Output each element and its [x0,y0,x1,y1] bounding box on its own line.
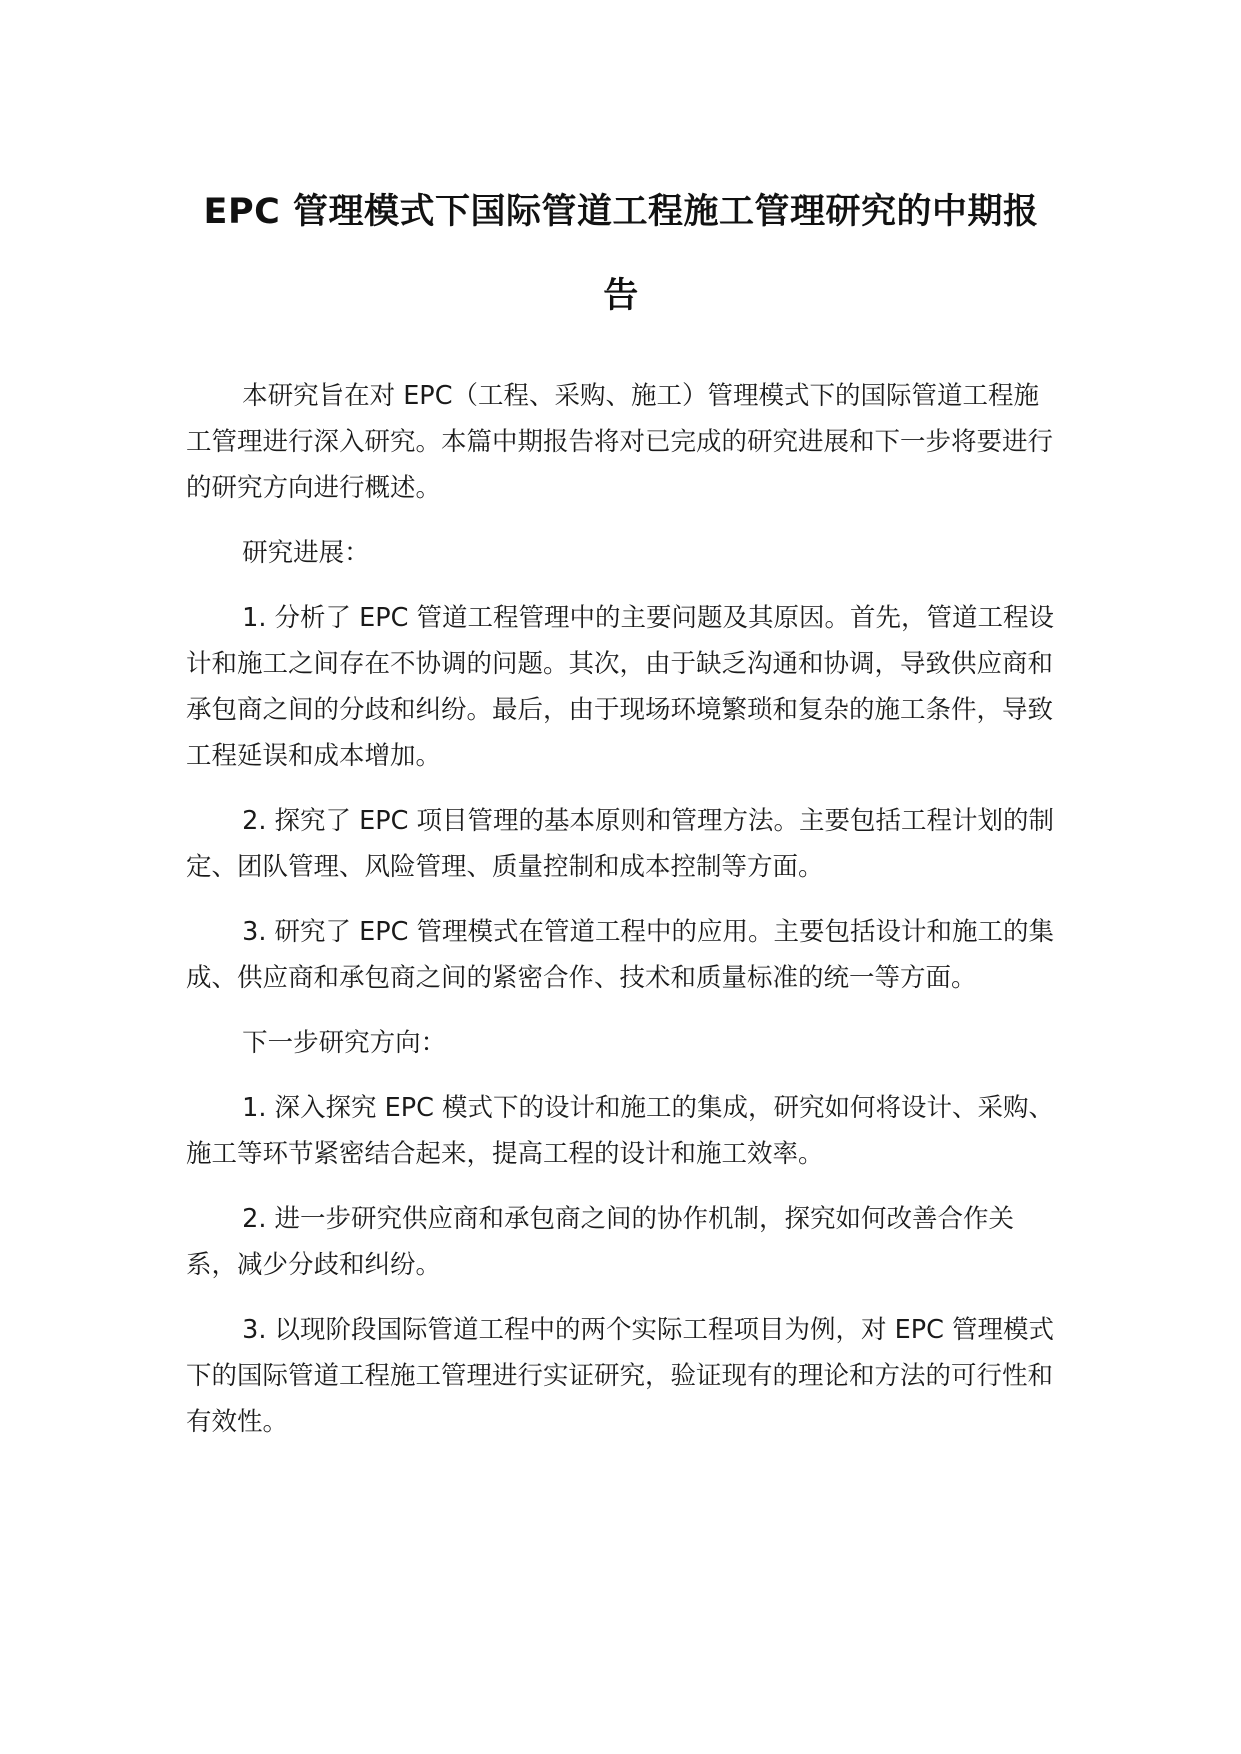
next-step-item-1: 1. 深入探究 EPC 模式下的设计和施工的集成，研究如何将设计、采购、施工等环节紧密结合起来，提高工程的设计和施工效率。 [186,1093,1055,1169]
document-title: EPC 管理模式下国际管道工程施工管理研究的中期报告 [203,192,1039,316]
section-heading-progress: 研究进展： [242,538,370,568]
document-body [186,373,1058,1464]
progress-item-2: 2. 探究了 EPC 项目管理的基本原则和管理方法。主要包括工程计划的制定、团队管理、风险管理、质量控制和成本控制等方面。 [186,806,1055,882]
intro-paragraph: 本研究旨在对 EPC（工程、采购、施工）管理模式下的国际管道工程施工管理进行深入研究。本篇中期报告将对已完成的研究进展和下一步将要进行的研究方向进行概述。 [186,381,1054,503]
section-heading-next-steps: 下一步研究方向： [242,1028,447,1058]
progress-item-3: 3. 研究了 EPC 管理模式在管道工程中的应用。主要包括设计和施工的集成、供应商和承包商之间的紧密合作、技术和质量标准的统一等方面。 [186,917,1055,993]
progress-item-1: 1. 分析了 EPC 管道工程管理中的主要问题及其原因。首先，管道工程设计和施工之间存在不协调的问题。其次，由于缺乏沟通和协调，导致供应商和承包商之间的分歧和纠纷。最后，由于现场环境繁琐和复杂的施工条件，导致工程延误和成本增加。 [186,603,1055,771]
next-step-item-2: 2. 进一步研究供应商和承包商之间的协作机制，探究如何改善合作关系，减少分歧和纠纷。 [186,1204,1015,1280]
next-step-item-3: 3. 以现阶段国际管道工程中的两个实际工程项目为例，对 EPC 管理模式下的国际管道工程施工管理进行实证研究，验证现有的理论和方法的可行性和有效性。 [186,1315,1055,1437]
